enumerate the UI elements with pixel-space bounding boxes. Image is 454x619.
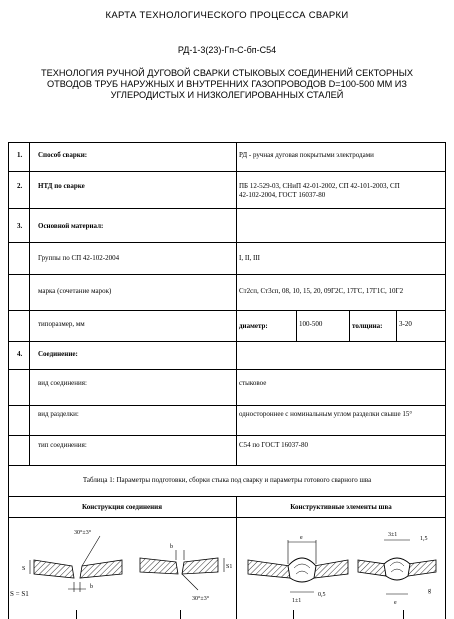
table1-caption: Таблица 1: Параметры подготовки, сборки стыка под сварку и параметры готового сварного шва (82, 476, 372, 484)
pipe-wall-left (248, 560, 290, 578)
bottom-col-divider (180, 610, 181, 619)
row-line (8, 242, 446, 243)
row-line (8, 465, 446, 466)
thickness-equality-note: S = S1 (10, 590, 29, 598)
technology-title (0, 68, 454, 101)
pipe-wall-left (34, 560, 74, 578)
pipe-wall-right (80, 560, 122, 578)
angle-line (182, 574, 198, 590)
diameter-label: диаметр: (239, 322, 268, 330)
connection-label: Соединение: (38, 350, 78, 358)
grade-label: марка (сочетание марок) (38, 287, 112, 295)
row-line (8, 369, 446, 370)
col-divider-thick-value (396, 310, 397, 341)
bottom-col-divider (293, 610, 294, 619)
page-title: КАРТА ТЕХНОЛОГИЧЕСКОГО ПРОЦЕССА СВАРКИ (105, 10, 349, 21)
col-divider-thick-label (349, 310, 350, 341)
joint-construction-drawing (12, 522, 234, 606)
technology-title-line-2: ОТВОДОВ ТРУБ НАРУЖНЫХ И ВНУТРЕННИХ ГАЗОПРОВОДОВ D=100-500 ММ ИЗ (47, 79, 407, 89)
weld-elements-drawing (240, 522, 444, 608)
technology-title-line-1: ТЕХНОЛОГИЯ РУЧНОЙ ДУГОВОЙ СВАРКИ СТЫКОВЫХ СОЕДИНЕНИЙ СЕКТОРНЫХ (40, 68, 413, 78)
groove-value: одностороннее с номинальным углом разделки свыше 15° (239, 410, 413, 418)
joint-kind-label: вид соединения: (38, 379, 87, 387)
s1-label: S1 (226, 564, 233, 570)
row-number: 4. (17, 350, 23, 358)
groups-label: Группы по СП 42-102-2004 (38, 254, 120, 262)
tolerance-label: 1,5 (420, 536, 428, 542)
pipe-wall-left (140, 558, 178, 574)
row-line (8, 310, 446, 311)
thickness-value: 3-20 (399, 320, 412, 328)
technology-title-line-3: УГЛЕРОДИСТЫХ И НИЗКОЛЕГИРОВАННЫХ СТАЛЕЙ (110, 90, 344, 100)
pipe-wall-right (314, 560, 348, 578)
row-number: 2. (17, 182, 23, 190)
row-line (8, 517, 446, 518)
g-label: g (428, 588, 431, 594)
tolerance-label: 0,5 (318, 592, 326, 598)
ntd-value-line-2: 42-102-2004, ГОСТ 16037-80 (239, 191, 326, 199)
bottom-col-divider (403, 610, 404, 619)
ntd-value-line-1: ПБ 12-529-03, СНиП 42-01-2002, СП 42-101-2003, СП (239, 182, 400, 190)
grade-value: Ст2сп, Ст3сп, 08, 10, 15, 20, 09Г2С, 17ГС, 17Г1С, 10Г2 (239, 287, 404, 295)
table1-col-elements: Конструктивные элементы шва (290, 503, 392, 511)
ntd-label: НТД по сварке (38, 182, 85, 190)
row-line (8, 208, 446, 209)
row-number: 3. (17, 222, 23, 230)
pipe-wall-left (358, 560, 386, 576)
thickness-label: толщина: (352, 322, 383, 330)
row-line (8, 341, 446, 342)
row-line (8, 171, 446, 172)
e-label: e (300, 535, 303, 541)
col-divider-value (236, 142, 237, 465)
row-line (8, 496, 446, 497)
table-border-top (8, 142, 446, 143)
size-label: типоразмер, мм (38, 320, 85, 328)
row-number: 1. (17, 151, 23, 159)
table1-col-construction: Конструкция соединения (81, 503, 163, 511)
col-divider-num (29, 142, 30, 465)
welding-method-label: Способ сварки: (38, 151, 88, 159)
welding-method-value: РД - ручная дуговая покрытыми электродами (239, 151, 374, 159)
row-line (8, 435, 446, 436)
document-code: РД-1-3(23)-Гп-С-бп-С54 (177, 45, 277, 55)
b-label: b (90, 584, 93, 590)
row-line (8, 274, 446, 275)
angle-line (82, 536, 100, 566)
angle-label: 30°±3° (192, 596, 210, 602)
s-label: S (22, 566, 26, 572)
b-label: b (170, 544, 173, 550)
joint-type-label: тип соединения: (38, 441, 87, 449)
process-table (8, 142, 446, 619)
table1-col-divider (236, 496, 237, 619)
weld-bead (288, 558, 316, 582)
table-border-right (445, 142, 446, 619)
base-material-label: Основной материал: (38, 222, 104, 230)
joint-type-value: С54 по ГОСТ 16037-80 (239, 441, 308, 449)
col-divider-diam-value (296, 310, 297, 341)
angle-label: 30°±3° (74, 530, 92, 536)
joint-kind-value: стыковое (239, 379, 267, 387)
groove-label: вид разделки: (38, 410, 79, 418)
groups-value: I, II, III (239, 254, 260, 262)
e-label: e (394, 600, 397, 606)
pipe-wall-right (182, 558, 218, 574)
table-border-left (8, 142, 9, 619)
row-line (8, 405, 446, 406)
diameter-value: 100-500 (299, 320, 323, 328)
tolerance-label: 1±1 (292, 598, 302, 604)
tolerance-label: 3±1 (388, 532, 398, 538)
pipe-wall-right (408, 560, 436, 576)
bottom-col-divider (76, 610, 77, 619)
